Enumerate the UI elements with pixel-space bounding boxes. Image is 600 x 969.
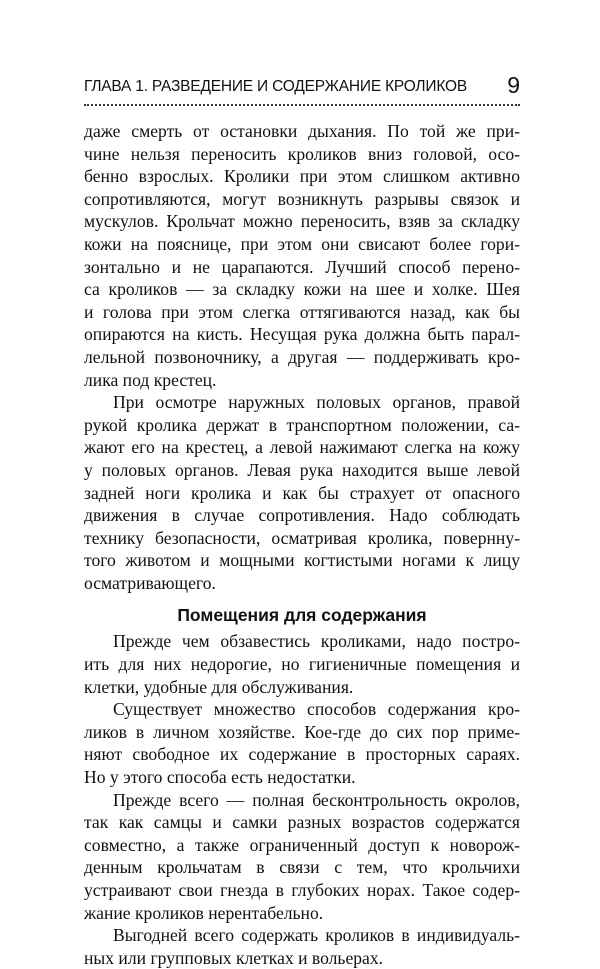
text-line: опираются на кисть. Несущая рука должна быть парал- [84, 324, 520, 345]
text-line: лика под крестец. [84, 369, 217, 390]
text-line: устраивают свои гнезда в глубоких норах. Такое содер- [84, 880, 520, 900]
text-line: у половых органов. Левая рука находится выше левой [84, 459, 520, 480]
text-line: денным крольчатам в связи с тем, что крольчихи [84, 857, 520, 878]
paragraph [84, 630, 520, 698]
text-line: того животом и мощными когтистыми ногами к лицу [84, 550, 520, 571]
text-line: ить для них недорогие, но гигиеничные помещения и [84, 654, 520, 675]
running-title: ГЛАВА 1. РАЗВЕДЕНИЕ И СОДЕРЖАНИЕ КРОЛИКОВ [84, 78, 467, 95]
text-line: жают его на крестец, а левой нажимают слегка на кожу [84, 437, 520, 458]
page-number: 9 [507, 72, 520, 98]
text-line: чине нельзя переносить кроликов вниз головой, осо- [84, 143, 520, 164]
text-line: мускулов. Крольчат можно переносить, взяв за складку [84, 211, 520, 232]
text-line: няют свободное их содержание в просторных сараях. [84, 744, 520, 765]
text-line: Существует множество способов содержания кро- [113, 699, 520, 720]
running-head [84, 72, 520, 106]
text-line: даже смерть от остановки дыхания. По той же при- [84, 121, 520, 141]
text-line: движения в случае сопротивления. Надо соблюдать [84, 505, 520, 526]
text-line: осматривающего. [84, 572, 216, 593]
text-line: совместно, а также ограниченный доступ к новорож- [84, 834, 520, 855]
text-line: ликов в личном хозяйстве. Кое-где до сих пор приме- [84, 721, 520, 742]
body-text [84, 120, 520, 969]
text-line: Прежде чем обзавестись кроликами, надо постро- [113, 631, 520, 652]
text-line: технику безопасности, осматривая кролика, повернну- [84, 527, 520, 548]
header-rule [84, 104, 520, 106]
text-line: Но у этого способа есть недостатки. [84, 767, 356, 788]
text-line: При осмотре наружных половых органов, правой [113, 392, 520, 413]
paragraph [84, 789, 520, 925]
text-line: так как самцы и самки разных возрастов содержатся [84, 812, 520, 833]
text-line: сопротивляются, могут возникнуть разрывы связок и [84, 188, 520, 209]
text-line: жание кроликов нерентабельно. [84, 902, 324, 923]
paragraph [84, 120, 520, 391]
text-line: зонтально и не царапаются. Лучший способ перено- [84, 256, 520, 277]
text-line: Прежде всего — полная бесконтрольность окролов, [113, 789, 520, 810]
text-line: рукой кролика держат в транспортном положении, са- [84, 414, 520, 435]
text-line: са кроликов — за складку кожи на шее и холке. Шея [84, 279, 520, 300]
text-line: Выгодней всего содержать кроликов в индивидуаль- [113, 925, 520, 946]
paragraph [84, 698, 520, 788]
text-line: кожи на пояснице, при этом они свисают более гори- [84, 233, 520, 254]
text-line: ных или групповых клетках и вольерах. [84, 947, 384, 968]
text-line: задней ноги кролика и как бы страхует от опасного [84, 482, 520, 503]
text-line: клетки, удобные для обслуживания. [84, 676, 354, 697]
paragraph [84, 924, 520, 969]
text-line: бенно взрослых. Кролики при этом слишком активно [84, 166, 520, 187]
section-heading: Помещения для содержания [177, 605, 427, 626]
text-line: лельной позвоночнику, а другая — поддерживать кро- [84, 346, 520, 367]
text-line: и голова при этом слегка оттягиваются назад, как бы [84, 301, 520, 322]
paragraph [84, 391, 520, 594]
